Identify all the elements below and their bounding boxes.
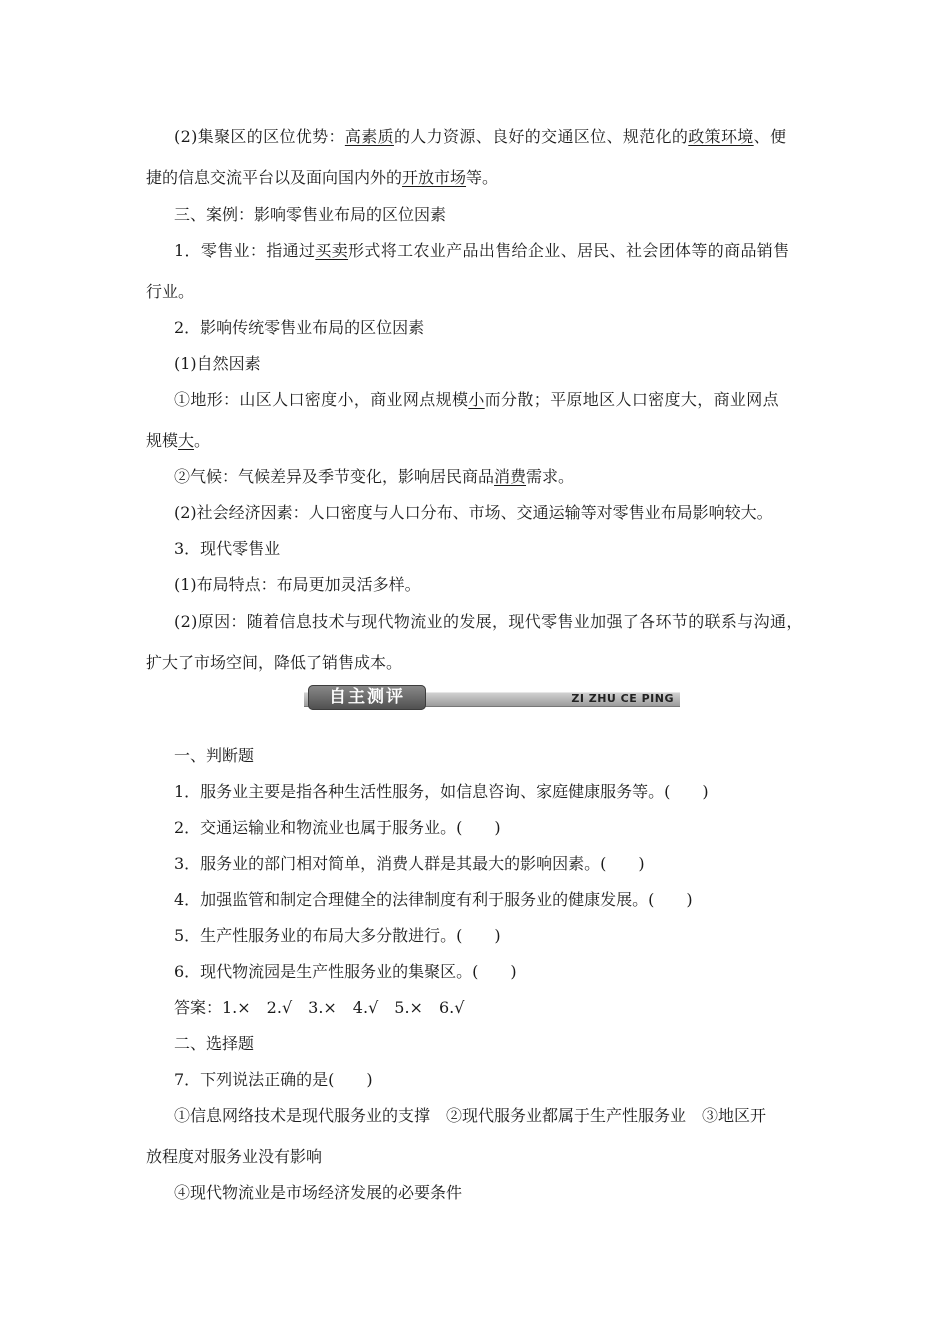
underlined-term: 小	[468, 390, 485, 409]
text-span: 1．零售业：指通过	[174, 241, 316, 260]
underlined-term: 消费	[494, 467, 527, 486]
section-heading-choice: 二、选择题	[174, 1034, 255, 1053]
paragraph-cluster-advantages	[174, 126, 786, 148]
underlined-term: 政策环境	[688, 127, 754, 146]
question-6: 6．现代物流园是生产性服务业的集聚区。( )	[174, 962, 517, 981]
banner-title: 自主测评	[308, 685, 426, 710]
text-span: ①地形：山区人口密度小，商业网点规模	[174, 390, 469, 409]
underlined-term: 大	[178, 431, 195, 450]
text-span: ②气候：气候差异及季节变化，影响居民商品	[174, 467, 495, 486]
paragraph-reasons: (2)原因：随着信息技术与现代物流业的发展，现代零售业加强了各环节的联系与沟通，	[174, 612, 803, 631]
paragraph-line	[146, 167, 498, 189]
underlined-term: 开放市场	[402, 168, 467, 187]
underlined-term: 买卖	[315, 241, 349, 260]
text-span: 规模	[146, 431, 179, 450]
section-banner-self-test	[304, 685, 680, 711]
question-5: 5．生产性服务业的布局大多分散进行。( )	[174, 926, 501, 945]
paragraph-retail-definition	[174, 240, 790, 262]
text-span: (2)集聚区的区位优势：	[174, 127, 345, 146]
question-2: 2．交通运输业和物流业也属于服务业。( )	[174, 818, 501, 837]
question-1: 1．服务业主要是指各种生活性服务，如信息咨询、家庭健康服务等。( )	[174, 782, 709, 801]
subheading-traditional-retail: 2．影响传统零售业布局的区位因素	[174, 318, 425, 337]
text-span: 的人力资源、良好的交通区位、规范化的	[393, 127, 689, 146]
question-4: 4．加强监管和制定合理健全的法律制度有利于服务业的健康发展。( )	[174, 890, 693, 909]
paragraph-line: 扩大了市场空间，降低了销售成本。	[146, 653, 403, 672]
text-span: 而分散；平原地区人口密度大，商业网点	[484, 390, 779, 409]
text-span: 。	[194, 431, 211, 450]
banner-pinyin: ZI ZHU CE PING	[571, 692, 674, 705]
text-span: 形式将工农业产品出售给企业、居民、社会团体等的商品销售	[348, 241, 790, 260]
paragraph-climate	[174, 466, 574, 488]
paragraph-socioeconomic: (2)社会经济因素：人口密度与人口分布、市场、交通运输等对零售业布局影响较大。	[174, 503, 773, 522]
paragraph-layout-features: (1)布局特点：布局更加灵活多样。	[174, 575, 421, 594]
option-list-line: ①信息网络技术是现代服务业的支撑 ②现代服务业都属于生产性服务业 ③地区开	[174, 1106, 767, 1125]
text-span: 捷的信息交流平台以及面向国内外的	[146, 168, 403, 187]
option-list-line: 放程度对服务业没有影响	[146, 1147, 323, 1166]
answer-key: 答案：1.× 2.√ 3.× 4.√ 5.× 6.√	[174, 998, 465, 1017]
text-span: 等。	[466, 168, 499, 187]
subheading-natural-factors: (1)自然因素	[174, 354, 261, 373]
question-7: 7．下列说法正确的是( )	[174, 1070, 373, 1089]
text-span: 需求。	[526, 467, 575, 486]
question-3: 3．服务业的部门相对简单，消费人群是其最大的影响因素。( )	[174, 854, 645, 873]
paragraph-line: 行业。	[146, 282, 195, 301]
paragraph-line	[146, 430, 210, 452]
option-4: ④现代物流业是市场经济发展的必要条件	[174, 1183, 463, 1202]
paragraph-terrain	[174, 389, 779, 411]
section-heading-case: 三、案例：影响零售业布局的区位因素	[174, 205, 447, 224]
section-heading-true-false: 一、判断题	[174, 746, 255, 765]
subheading-modern-retail: 3．现代零售业	[174, 539, 281, 558]
underlined-term: 高素质	[344, 127, 394, 146]
text-span: 、便	[753, 127, 787, 146]
